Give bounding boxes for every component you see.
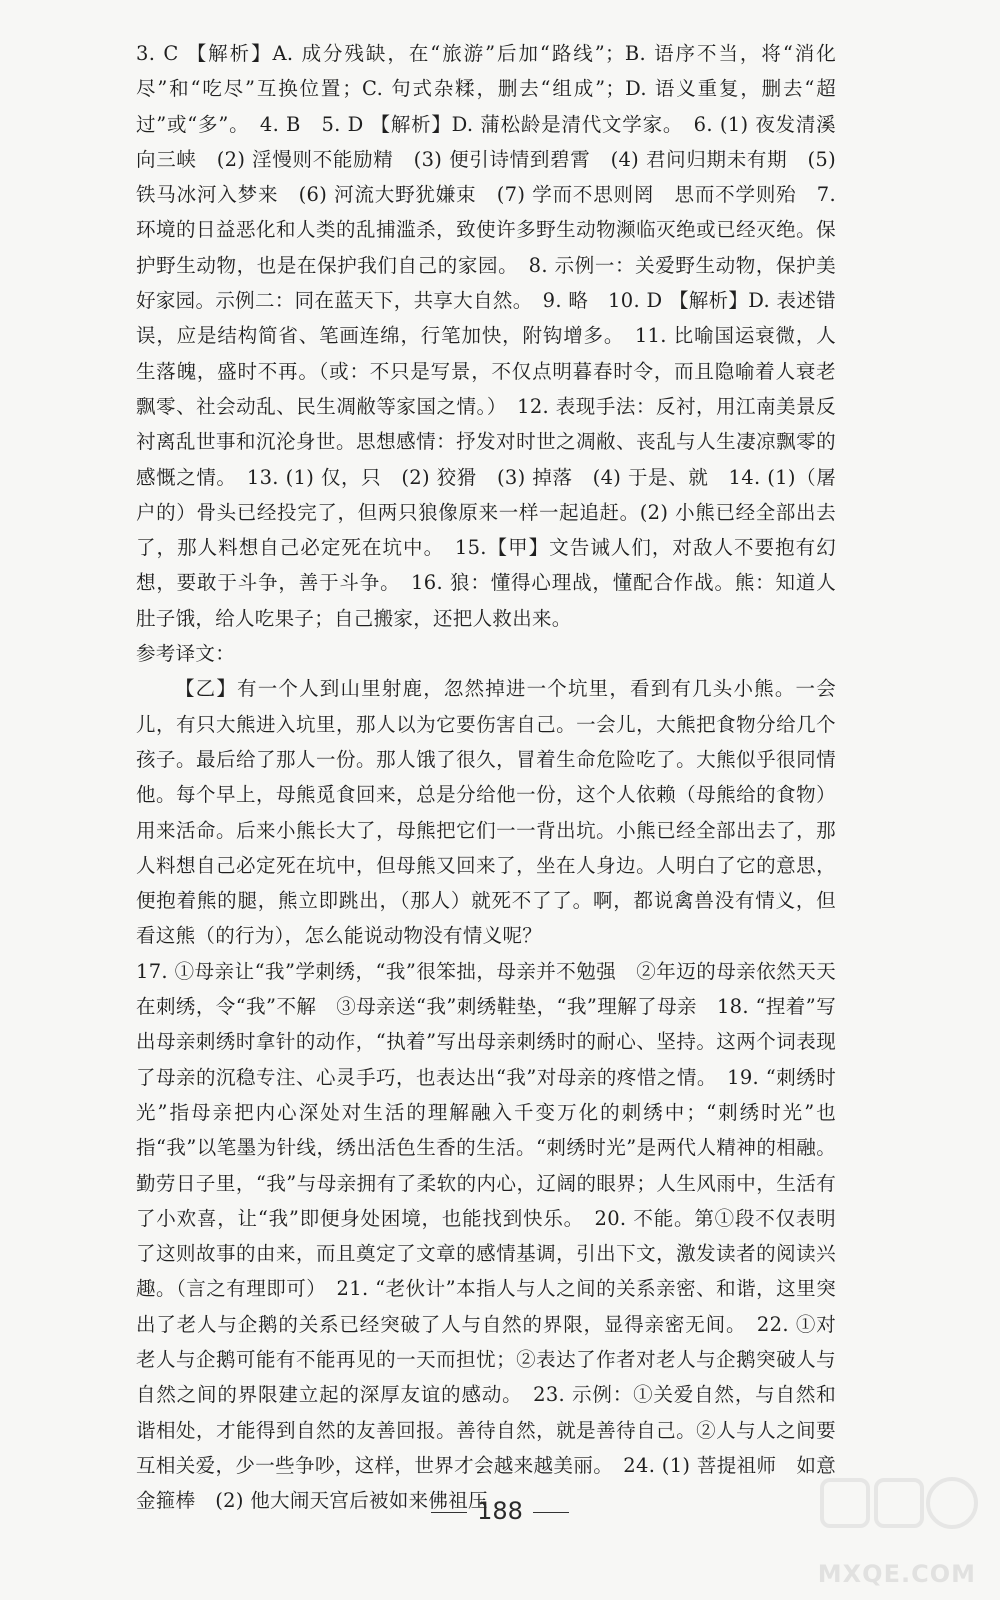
answer-page [136,36,836,1518]
answers-block-1: 3. C 【解析】A. 成分残缺，在“旅游”后加“路线”；B. 语序不当，将“消化尽”和“吃尽”互换位置；C. 句式杂糅，删去“组成”；D. 语义重复，删去“超过”或“多”。 4. B 5. D 【解析】D. 蒲松龄是清代文学家。 6. (1) 夜发清溪向三峡 (2) 淫慢则不能励精 (3) 便引诗情到碧霄 (4) 君问归期未有期 (5) 铁马冰河入梦来 (6) 河流大野犹嫌束 (7) 学而不思则罔 思而不学则殆 7. 环境的日益恶化和人类的乱捕滥杀，致使许多野生动物濒临灭绝或已经灭绝。保护野生动物，也是在保护我们自己的家园。 8. 示例一：关爱野生动物，保护美好家园。示例二：同在蓝天下，共享大自然。 9. 略 10. D 【解析】D. 表述错误，应是结构简省、笔画连绵，行笔加快，附钩增多。 11. 比喻国运衰微，人生落魄，盛时不再。（或：不只是写景，不仅点明暮春时令，而且隐喻着人衰老飘零、社会动乱、民生凋敝等家国之情。） 12. 表现手法：反衬，用江南美景反衬离乱世事和沉沦身世。思想感情：抒发对时世之凋敝、丧乱与人生凄凉飘零的感慨之情。 13. (1) 仅，只 (2) 狡猾 (3) 掉落 (4) 于是、就 14. (1)（屠户的）骨头已经投完了，但两只狼像原来一样一起追赶。(2) 小熊已经全部出去了，那人料想自己必定死在坑中。 15.【甲】文告诫人们，对敌人不要抱有幻想，要敢于斗争，善于斗争。 16. 狼：懂得心理战，懂配合作战。熊：知道人肚子饿，给人吃果子；自己搬家，还把人救出来。 [136,42,836,630]
footer-dash-left [431,1512,467,1513]
page-number: 188 [477,1497,523,1525]
watermark-logo-icon [812,1470,982,1560]
footer-dash-right [533,1512,569,1513]
translation-heading: 参考译文： [136,642,236,666]
answers-block-2: 17. ①母亲让“我”学刺绣，“我”很笨拙，母亲并不勉强 ②年迈的母亲依然天天在刺绣，令“我”不解 ③母亲送“我”刺绣鞋垫，“我”理解了母亲 18. “捏着”写出母亲刺绣时拿针的动作，“执着”写出母亲刺绣时的耐心、坚持。这两个词表现了母亲的沉稳专注、心灵手巧，也表达出“我”对母亲的疼惜之情。 19. “刺绣时光”指母亲把内心深处对生活的理解融入千变万化的刺绣中；“刺绣时光”也指“我”以笔墨为针线，绣出活色生香的生活。“刺绣时光”是两代人精神的相融。勤劳日子里，“我”与母亲拥有了柔软的内心，辽阔的眼界；人生风雨中，生活有了小欢喜，让“我”即便身处困境，也能找到快乐。 20. 不能。第①段不仅表明了这则故事的由来，而且奠定了文章的感情基调，引出下文，激发读者的阅读兴趣。（言之有理即可） 21. “老伙计”本指人与人之间的关系亲密、和谐，这里突出了老人与企鹅的关系已经突破了人与自然的界限，显得亲密无间。 22. ①对老人与企鹅可能有不能再见的一天而担忧；②表达了作者对老人与企鹅突破人与自然之间的界限建立起的深厚友谊的感动。 23. 示例：①关爱自然，与自然和谐相处，才能得到自然的友善回报。善待自然，就是善待自己。②人与人之间要互相关爱，少一些争吵，这样，世界才会越来越美丽。 24. (1) 菩提祖师 如意金箍棒 (2) 他大闹天宫后被如来佛祖压 [136,959,836,1513]
site-watermark [812,1470,982,1590]
watermark-text: MXQE.COM [817,1560,976,1588]
translation-text: 【乙】有一个人到山里射鹿，忽然掉进一个坑里，看到有几头小熊。一会儿，有只大熊进入坑里，那人以为它要伤害自己。一会儿，大熊把食物分给几个孩子。最后给了那人一份。那人饿了很久，冒着生命危险吃了。大熊似乎很同情他。每个早上，母熊觅食回来，总是分给他一份，这个人依赖（母熊给的食物）用来活命。后来小熊长大了，母熊把它们一一背出坑。小熊已经全部出去了，那人料想自己必定死在坑中，但母熊又回来了，坐在人身边。人明白了它的意思，便抱着熊的腿，熊立即跳出，（那人）就死不了了。啊，都说禽兽没有情义，但看这熊（的行为），怎么能说动物没有情义呢？ [136,677,836,948]
